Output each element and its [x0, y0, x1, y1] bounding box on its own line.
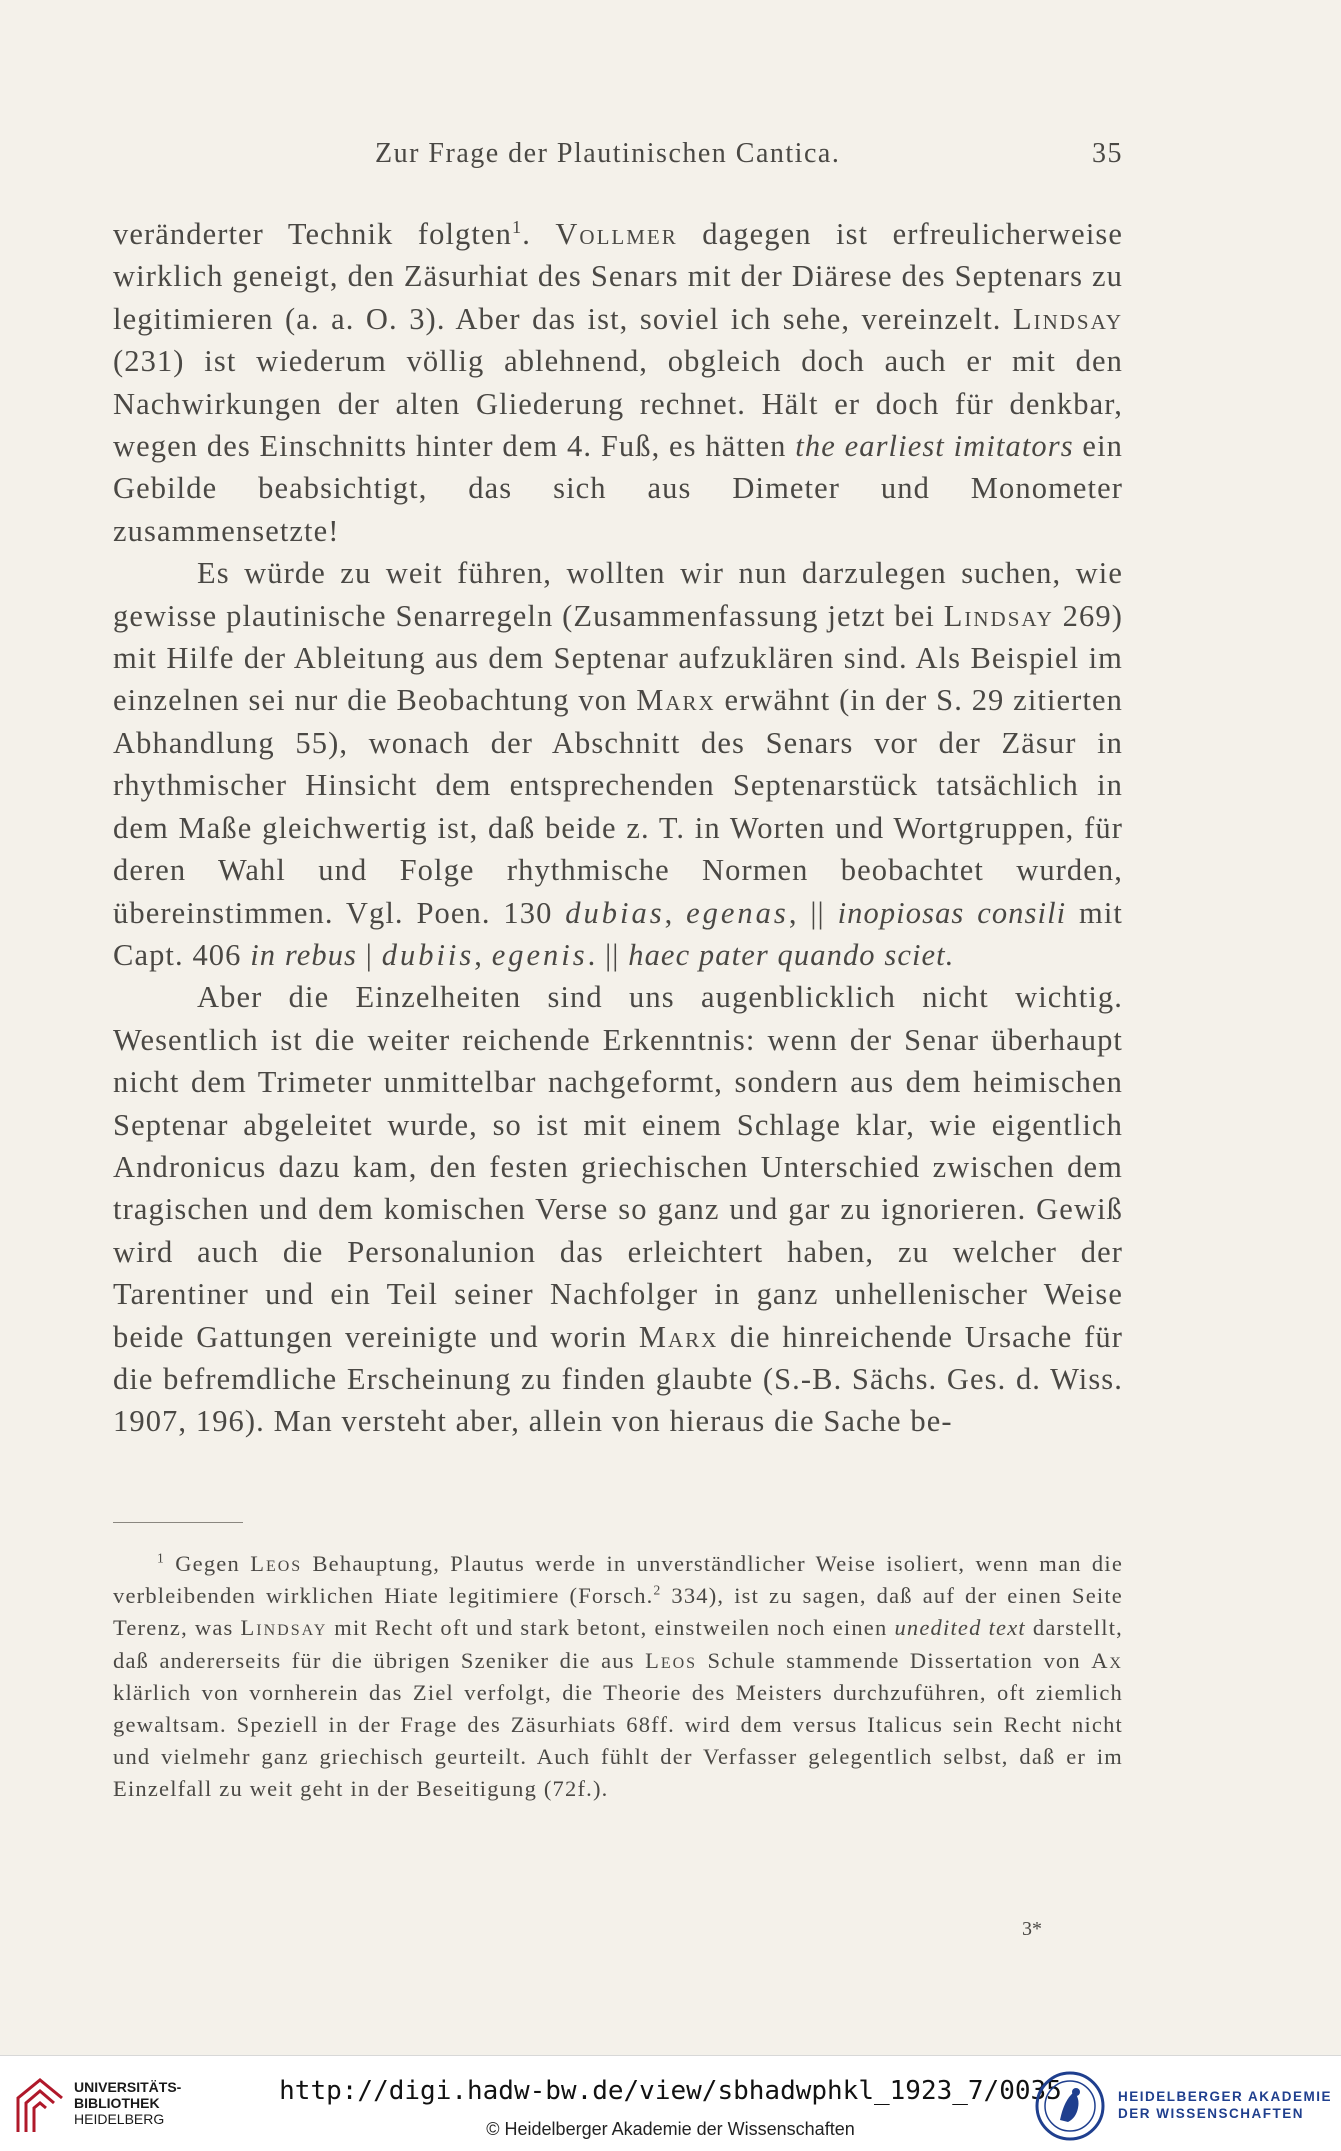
- paragraph-3: [113, 976, 1123, 1442]
- text-run: ein Gebilde beabsichtigt, das sich aus Dimeter und Monometer zusammensetzte!: [113, 429, 1123, 548]
- paragraph-1: [113, 213, 1123, 552]
- footnote-divider: [113, 1522, 243, 1523]
- latin-example: in rebus: [250, 937, 358, 972]
- text-run: Schule stammende Dissertation von: [697, 1647, 1092, 1673]
- library-line: HEIDELBERG: [74, 2111, 165, 2127]
- author-name-lindsay: Lindsay: [240, 1615, 328, 1641]
- text-run: darstellt, daß andererseits für die übrigen Szeniker die aus: [113, 1615, 1123, 1673]
- text-run: |: [357, 937, 382, 972]
- running-title: Zur Frage der Plautinischen Cantica.: [375, 138, 841, 169]
- edition-superscript: 2: [653, 1582, 662, 1598]
- permalink-url[interactable]: http://digi.hadw-bw.de/view/sbhadwphkl_1923_7/0035: [279, 2076, 1062, 2106]
- author-name-leo: Leos: [645, 1647, 698, 1673]
- text-run: dagegen ist erfreulicherweise wirklich geneigt, den Zäsurhiat des Senars mit der Diärese des Septenars zu legitimieren (a. a. O. 3). Aber das ist, soviel ich sehe, vereinzelt.: [113, 217, 1123, 336]
- main-text: [113, 213, 1123, 1443]
- latin-example: dubias: [565, 895, 665, 930]
- academy-line: DER WISSENSCHAFTEN: [1118, 2106, 1305, 2121]
- author-name-marx: Marx: [638, 1319, 719, 1354]
- text-run: 269) mit Hilfe der Ableitung aus dem Septenar aufzuklären sind. Als Beispiel im einzelnen sei nur die Beobachtung von: [113, 598, 1123, 718]
- academy-seal-icon[interactable]: [1034, 2070, 1106, 2142]
- library-line: UNIVERSITÄTS-: [74, 2079, 182, 2095]
- text-run: ,: [664, 895, 687, 930]
- footnote-number: 1: [157, 1550, 165, 1566]
- latin-example: dubiis: [381, 937, 475, 972]
- library-line: BIBLIOTHEK: [74, 2095, 160, 2111]
- author-name-marx: Marx: [636, 683, 716, 718]
- latin-example: egenis: [491, 937, 588, 972]
- viewer-footer: [0, 2055, 1341, 2151]
- paragraph-2: [113, 552, 1123, 976]
- author-name-vollmer: Vollmer: [555, 217, 678, 251]
- text-run: Aber die Einzelheiten sind uns augenblicklich nicht wichtig. Wesentlich ist die weiter reichende Erkenntnis: wenn der Senar überhaupt nicht dem Trimeter unmittelbar nachgeformt, sondern aus dem heimischen Septenar abgeleitet wurde, so ist mit einem Schlage klar, wie eigentlich Andronicus dazu kam, den festen griechischen Unterschied zwischen dem tragischen und dem komischen Verse so ganz und gar zu ignorieren. Gewiß wird auch die Personalunion das erleichtert haben, zu welcher der Tarentiner und ein Teil seiner Nachfolger in ganz unhellenischer Weise beide Gattungen vereinigte und worin: [113, 980, 1123, 1354]
- text-run: veränderter Technik folgten: [113, 217, 512, 251]
- text-run: , ||: [788, 895, 838, 930]
- author-name-ax: Ax: [1091, 1647, 1123, 1673]
- academy-name: [1118, 2088, 1332, 2122]
- text-run: ,: [474, 937, 492, 972]
- text-run: Gegen: [164, 1551, 251, 1576]
- english-quote: unedited text: [894, 1615, 1026, 1641]
- author-name-lindsay: Lindsay: [1012, 301, 1123, 336]
- latin-example: haec pater quando sciet.: [628, 937, 955, 972]
- text-run: erwähnt (in der S. 29 zitierten Abhandlung 55), wonach der Abschnitt des Senars vor der Zäsur in rhythmischer Hinsicht dem entsprechenden Septenarstück tatsächlich in dem Maße gleichwertig ist, daß beide z. T. in Worten und Wortgruppen, für deren Wahl und Folge rhythmische Normen beobachtet wurden, übereinstimmen. Vgl. Poen. 130: [113, 683, 1124, 930]
- text-run: 334), ist zu sagen, daß auf der einen Seite Terenz, was: [113, 1583, 1123, 1641]
- running-header: [113, 138, 1123, 178]
- academy-line: HEIDELBERGER AKADEMIE: [1118, 2089, 1333, 2104]
- text-run: (231) ist wiederum völlig ablehnend, obgleich doch auch er mit den Nachwirkungen der alten Gliederung rechnet. Hält er doch für denkbar, wegen des Einschnitts hinter dem 4. Fuß, es hätten: [113, 344, 1123, 464]
- latin-example: egenas: [686, 895, 789, 930]
- author-name-lindsay: Lindsay: [943, 598, 1054, 633]
- text-run: . ||: [587, 937, 629, 972]
- page-number: 35: [1092, 138, 1123, 169]
- text-run: mit Capt. 406: [113, 895, 1124, 972]
- text-run: .: [522, 217, 556, 251]
- signature-mark: 3*: [1022, 1918, 1042, 1940]
- author-name-leo: Leos: [250, 1551, 303, 1576]
- footnote: [113, 1548, 1123, 1806]
- footnote-1: [113, 1548, 1123, 1806]
- text-run: klärlich von vornherein das Ziel verfolgt, die Theorie des Meisters durchzuführen, oft ziemlich gewaltsam. Speziell in der Frage des Zäsurhiats 68ff. wird dem versus Italicus sein Recht nicht und vielmehr ganz griechisch geurteilt. Auch fühlt der Verfasser gelegentlich selbst, daß er im Einzelfall zu weit geht in der Beseitigung (72f.).: [113, 1679, 1123, 1802]
- text-run: die hinreichende Ursache für die befremdliche Erscheinung zu finden glaubte (S.-B. Sächs. Ges. d. Wiss. 1907, 196). Man versteht aber, allein von hieraus die Sache be-: [113, 1319, 1123, 1439]
- text-run: Behauptung, Plautus werde in unverständlicher Weise isoliert, wenn man die verbleibenden wirklichen Hiate legitimiere (Forsch.: [113, 1551, 1124, 1609]
- footnote-marker: 1: [511, 216, 523, 237]
- latin-example: inopiosas consili: [837, 895, 1067, 930]
- text-run: mit Recht oft und stark betont, einstweilen noch einen: [327, 1615, 895, 1641]
- english-quote: the earliest imitators: [795, 429, 1074, 464]
- copyright-notice: © Heidelberger Akademie der Wissenschaften: [486, 2119, 855, 2139]
- text-run: Es würde zu weit führen, wollten wir nun darzulegen suchen, wie gewisse plautinische Senarregeln (Zusammenfassung jetzt bei: [113, 556, 1123, 633]
